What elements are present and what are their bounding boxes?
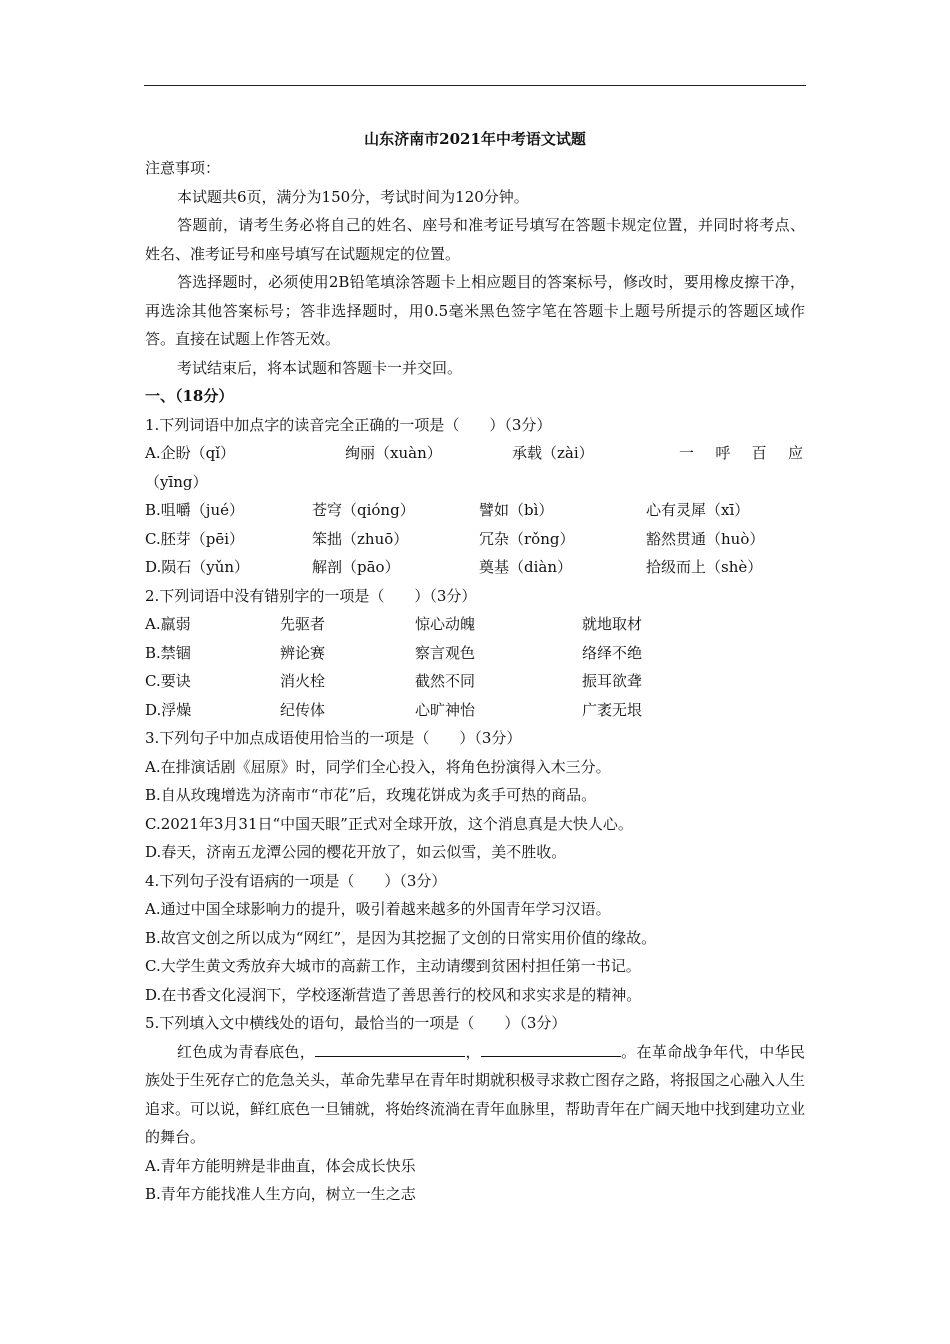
q1-c-item-4: 豁然贯通（huò）	[646, 529, 765, 548]
q2-option-a	[145, 610, 805, 639]
q1-b-item-3: 譬如（bì）	[479, 501, 554, 519]
q2-a-item-4: 就地取材	[582, 615, 643, 633]
q1-c-item-1: C.胚芽（pēi）	[145, 529, 244, 548]
header-rule	[144, 85, 806, 86]
q4-option-b: B.故宫文创之所以成为“网红”，是因为其挖掘了文创的日常实用价值的缘故。	[145, 928, 657, 947]
q2-d-item-2: 纪传体	[280, 700, 326, 719]
exam-content	[145, 128, 805, 1209]
q1-option-a	[145, 439, 805, 468]
q2-b-item-4: 络绎不绝	[582, 643, 643, 662]
q5-passage	[145, 1038, 805, 1152]
q1-a-item-3: 承载（zài）	[512, 444, 594, 462]
q2-c-item-4: 振耳欲聋	[582, 672, 643, 690]
notice-p3: 答选择题时，必须使用2B铅笔填涂答题卡上相应题目的答案标号，修改时，要用橡皮擦干净，再选涂其他答案标号；答非选择题时，用0.5毫米黑色签字笔在答题卡上题号所提示的答题区域作答。直接在试题上作答无效。	[145, 273, 805, 348]
q2-d-item-1: D.浮燥	[145, 700, 192, 719]
q2-b-item-1: B.禁锢	[145, 643, 191, 662]
q2-a-item-3: 惊心动魄	[415, 615, 476, 633]
q5-blank-1	[315, 1040, 465, 1057]
q4-option-c: C.大学生黄文秀放弃大城市的高薪工作，主动请缨到贫困村担任第一书记。	[145, 957, 641, 975]
q5-passage-rest: 。在革命战争年代，中华民族处于生死存亡的危急关头，革命先辈早在青年时期就积极寻求救亡图存之路，将报国之心融入人生追求。可以说，鲜红底色一旦铺就，将始终流淌在青年血脉里，帮助青年在广阔天地中找到建功立业的舞台。	[145, 1042, 806, 1146]
notice-heading: 注意事项：	[145, 159, 221, 177]
q5-passage-start: 红色成为青春底色，	[177, 1042, 316, 1061]
notice-p1: 本试题共6页，满分为150分，考试时间为120分钟。	[177, 187, 529, 206]
q2-option-d	[145, 696, 805, 725]
exam-title: 山东济南市2021年中考语文试题	[364, 130, 586, 148]
q1-d-item-2: 解剖（pāo）	[312, 558, 400, 576]
q1-a-continuation: （yīng）	[145, 472, 208, 491]
q3-stem: 3.下列句子中加点成语使用恰当的一项是（ ）（3分）	[145, 729, 522, 747]
q5-blank-2	[481, 1040, 621, 1057]
q1-stem: 1.下列词语中加点字的读音完全正确的一项是（ ）（3分）	[145, 415, 552, 434]
q5-stem: 5.下列填入文中横线处的语句，最恰当的一项是（ ）（3分）	[145, 1014, 567, 1032]
q5-option-a: A.青年方能明辨是非曲直，体会成长快乐	[145, 1156, 416, 1175]
q2-a-item-1: A.羸弱	[145, 615, 191, 633]
q3-option-c: C.2021年3月31日“中国天眼”正式对全球开放，这个消息真是大快人心。	[145, 814, 633, 833]
q5-passage-mid: ，	[465, 1042, 481, 1061]
notice-p4: 考试结束后，将本试题和答题卡一并交回。	[177, 358, 463, 377]
q4-option-a: A.通过中国全球影响力的提升，吸引着越来越多的外国青年学习汉语。	[145, 900, 611, 918]
q1-b-item-4: 心有灵犀（xī）	[646, 501, 750, 519]
q1-d-item-3: 奠基（diàn）	[479, 558, 573, 576]
q2-c-item-1: C.要诀	[145, 672, 191, 690]
q2-b-item-2: 辨论赛	[280, 643, 326, 662]
q1-a-item-4: 一呼百应	[679, 444, 805, 462]
q3-option-b: B.自从玫瑰增选为济南市“市花”后，玫瑰花饼成为炙手可热的商品。	[145, 786, 597, 804]
q1-c-item-2: 笨拙（zhuō）	[312, 529, 409, 548]
q1-c-item-3: 冗杂（rǒng）	[479, 529, 575, 548]
q2-c-item-3: 截然不同	[415, 672, 476, 690]
q2-stem: 2.下列词语中没有错别字的一项是（ ）（3分）	[145, 586, 477, 605]
section-1-heading: 一、（18分）	[145, 387, 234, 405]
q1-a-item-2: 绚丽（xuàn）	[345, 444, 442, 462]
q3-option-a: A.在排演话剧《屈原》时，同学们全心投入，将角色扮演得入木三分。	[145, 757, 611, 776]
q2-b-item-3: 察言观色	[415, 643, 476, 662]
q1-option-d	[145, 553, 805, 582]
q2-c-item-2: 消火栓	[280, 672, 326, 690]
q1-a-item-1: A.企盼（qǐ）	[145, 444, 236, 462]
q1-d-item-1: D.陨石（yǔn）	[145, 558, 250, 576]
q1-option-c	[145, 525, 805, 554]
q2-option-c	[145, 667, 805, 696]
q2-option-b	[145, 639, 805, 668]
q1-b-item-1: B.咀嚼（jué）	[145, 501, 244, 519]
q4-stem: 4.下列句子没有语病的一项是（ ）（3分）	[145, 871, 447, 890]
q1-b-item-2: 苍穹（qióng）	[312, 501, 415, 519]
notice-p2: 答题前，请考生务必将自己的姓名、座号和准考证号填写在答题卡规定位置，并同时将考点、姓名、准考证号和座号填写在试题规定的位置。	[145, 216, 805, 263]
q2-d-item-3: 心旷神怡	[415, 700, 476, 719]
q1-option-b	[145, 496, 805, 525]
q3-option-d: D.春天，济南五龙潭公园的樱花开放了，如云似雪，美不胜收。	[145, 843, 567, 861]
q2-a-item-2: 先驱者	[280, 615, 326, 633]
q4-option-d: D.在书香文化浸润下，学校逐渐营造了善思善行的校风和求实求是的精神。	[145, 985, 642, 1004]
q5-option-b: B.青年方能找准人生方向，树立一生之志	[145, 1185, 416, 1203]
q2-d-item-4: 广袤无垠	[582, 700, 643, 719]
q1-d-item-4: 拾级而上（shè）	[646, 558, 763, 576]
